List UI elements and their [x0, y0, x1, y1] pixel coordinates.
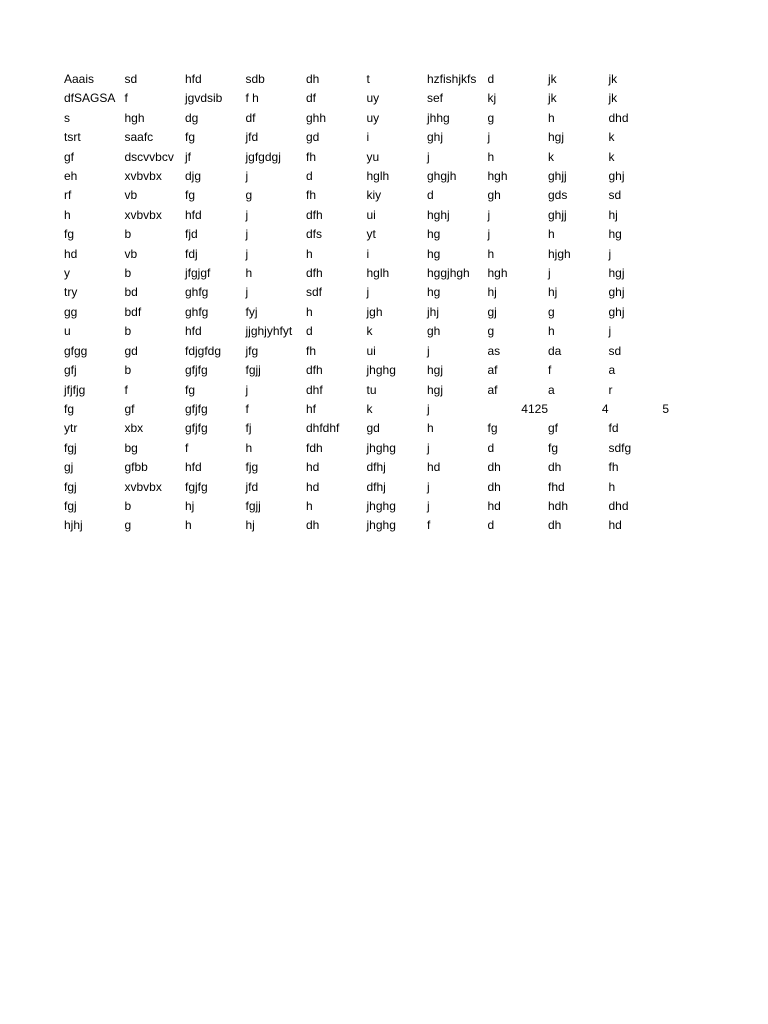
table-cell: b: [124, 363, 132, 378]
table-cell: ghh: [306, 110, 327, 125]
table-cell: eh: [64, 169, 78, 184]
table-cell: try: [64, 285, 78, 300]
table-cell: fgj: [64, 498, 77, 513]
table-row: [64, 245, 669, 264]
table-cell: h: [487, 149, 495, 164]
table-cell: gfj: [64, 363, 77, 378]
table-cell: sd: [608, 343, 622, 358]
table-cell: j: [427, 343, 430, 358]
table-cell: gfgg: [64, 343, 88, 358]
table-cell: h: [306, 304, 313, 319]
table-cell: gh: [487, 188, 501, 203]
table-cell: s: [64, 110, 70, 125]
table-cell: a: [608, 363, 616, 378]
table-cell: dhd: [608, 498, 629, 513]
table-cell: dh: [306, 518, 320, 533]
table-cell: f: [548, 363, 552, 378]
table-cell: hjhj: [64, 518, 83, 533]
table-cell: af: [487, 382, 498, 397]
table-cell: r: [608, 382, 613, 397]
table-cell: hg: [427, 285, 441, 300]
table-cell: ghfg: [185, 285, 209, 300]
table-cell: hjgh: [548, 246, 571, 261]
table-row: [64, 186, 669, 205]
table-cell: jhj: [427, 304, 440, 319]
table-row: [64, 264, 669, 283]
table-cell: fj: [245, 421, 252, 436]
table-cell: sd: [608, 188, 622, 203]
table-cell: hd: [427, 460, 441, 475]
table-cell: h: [185, 518, 192, 533]
table-cell: fg: [487, 421, 498, 436]
table-cell: t: [366, 72, 370, 86]
table-cell: k: [608, 149, 615, 164]
table-cell: hglh: [366, 266, 390, 281]
table-cell: j: [548, 266, 551, 281]
table-cell: jfd: [245, 130, 259, 145]
table-cell: Aaais: [64, 72, 95, 86]
table-cell: xvbvbx: [124, 479, 162, 494]
table-cell: hg: [427, 246, 441, 261]
table-cell: j: [245, 227, 249, 242]
table-cell: b: [124, 498, 132, 513]
table-cell: fg: [185, 188, 196, 203]
table-cell: gh: [427, 324, 441, 339]
table-cell: sef: [427, 91, 444, 106]
table-cell: hghj: [427, 207, 450, 222]
table-cell: fg: [185, 130, 196, 145]
table-cell: xbx: [124, 421, 144, 436]
table-row: [64, 322, 669, 341]
table-cell: dhf: [306, 382, 323, 397]
table-cell: jhghg: [366, 440, 396, 455]
table-cell: jhhg: [427, 110, 450, 125]
table-cell: fjd: [185, 227, 198, 242]
table-cell: h: [245, 266, 253, 281]
table-cell: g: [487, 110, 495, 125]
table-cell: j: [608, 246, 612, 261]
table-cell: jf: [185, 149, 191, 164]
table-cell: j: [487, 207, 491, 222]
table-cell: bdf: [124, 304, 142, 319]
table-cell: da: [548, 343, 562, 358]
table-row: [64, 167, 669, 186]
table-cell: dfSAGSA: [64, 91, 116, 106]
table-cell: as: [487, 343, 501, 358]
table-cell: df: [306, 91, 317, 106]
table-cell: h: [245, 440, 253, 455]
table-cell: j: [427, 479, 430, 494]
table-cell: u: [64, 324, 71, 339]
table-cell: gd: [124, 343, 138, 358]
table-cell: fg: [185, 382, 196, 397]
table-cell: dfhj: [366, 479, 386, 494]
table-cell: j: [608, 324, 612, 339]
table-cell: hgj: [548, 130, 565, 145]
table-cell: f: [427, 518, 431, 533]
table-cell: hzfishjkfs: [427, 72, 477, 86]
table-cell: ghj: [608, 285, 625, 300]
table-row: [64, 497, 669, 516]
table-cell: dhfdhf: [306, 421, 340, 436]
table-row: [64, 70, 669, 89]
table-row: [64, 458, 669, 477]
table-cell: jhghg: [366, 518, 396, 533]
table-cell: jjghjyhfyt: [245, 324, 293, 339]
table-cell: jk: [608, 91, 618, 106]
table-cell: hf: [306, 401, 317, 416]
table-cell: fgj: [64, 479, 77, 494]
table-cell: tu: [366, 382, 377, 397]
table-cell: hdh: [548, 498, 569, 513]
table-cell: af: [487, 363, 498, 378]
table-row: [64, 342, 669, 361]
table-cell: g: [487, 324, 495, 339]
table-cell: h: [64, 207, 71, 222]
table-cell: fh: [306, 149, 317, 164]
table-cell: hj: [487, 285, 497, 300]
table-cell: xvbvbx: [124, 169, 162, 184]
table-cell: hd: [306, 460, 320, 475]
grid-body: [64, 70, 669, 536]
table-cell: hd: [487, 498, 501, 513]
table-row: [64, 381, 669, 400]
table-cell: dhd: [608, 110, 629, 125]
table-cell: ghj: [608, 169, 625, 184]
table-cell: a: [548, 382, 555, 397]
table-cell: 5: [662, 401, 669, 416]
table-cell: uy: [366, 91, 380, 106]
table-cell: ui: [366, 207, 376, 222]
table-cell: i: [366, 246, 370, 261]
table-cell: g: [124, 518, 132, 533]
table-cell: fjg: [245, 460, 259, 475]
table-cell: ghjj: [548, 207, 567, 222]
table-cell: fh: [306, 343, 317, 358]
table-cell: fd: [608, 421, 619, 436]
table-row: [64, 89, 669, 108]
table-cell: fgj: [64, 440, 77, 455]
table-cell: j: [245, 207, 249, 222]
table-cell: fg: [548, 440, 559, 455]
table-cell: vb: [124, 246, 138, 261]
table-cell: ghj: [608, 304, 625, 319]
table-cell: hj: [245, 518, 255, 533]
table-cell: yt: [366, 227, 376, 242]
table-cell: gf: [64, 149, 75, 164]
table-cell: j: [245, 382, 249, 397]
table-cell: dh: [548, 460, 562, 475]
table-cell: kiy: [366, 188, 382, 203]
table-cell: k: [548, 149, 554, 164]
table-cell: fdj: [185, 246, 198, 261]
table-cell: ghfg: [185, 304, 209, 319]
table-cell: 4125: [521, 401, 548, 416]
table-cell: dh: [487, 479, 501, 494]
table-cell: h: [427, 421, 434, 436]
table-cell: k: [366, 401, 373, 416]
table-cell: dh: [487, 460, 501, 475]
table-cell: k: [366, 324, 373, 339]
table-cell: f: [185, 440, 189, 455]
table-cell: hg: [608, 227, 622, 242]
table-cell: j: [427, 498, 430, 513]
table-row: [64, 109, 669, 128]
table-cell: sdb: [245, 72, 265, 86]
spreadsheet: [64, 70, 669, 536]
table-cell: fg: [64, 401, 75, 416]
table-cell: sdfg: [608, 440, 632, 455]
table-cell: dh: [548, 518, 562, 533]
table-cell: gfbb: [124, 460, 148, 475]
data-grid: [64, 70, 669, 536]
table-cell: fgjj: [245, 363, 261, 378]
table-cell: gfjfg: [185, 363, 208, 378]
table-cell: saafc: [124, 130, 154, 145]
table-cell: d: [306, 169, 313, 184]
table-cell: dfh: [306, 363, 323, 378]
table-cell: j: [245, 246, 249, 261]
table-cell: h: [548, 227, 555, 242]
table-cell: j: [427, 401, 430, 416]
table-cell: jfd: [245, 479, 259, 494]
table-row: [64, 148, 669, 167]
table-cell: j: [245, 169, 249, 184]
table-cell: 4: [601, 401, 609, 416]
table-row: [64, 516, 669, 535]
table-cell: ghgjh: [427, 169, 457, 184]
table-cell: f: [124, 382, 128, 397]
table-cell: gj: [64, 460, 74, 475]
table-cell: sd: [124, 72, 138, 86]
table-cell: gd: [306, 130, 320, 145]
table-cell: gj: [487, 304, 497, 319]
table-cell: hj: [185, 498, 195, 513]
table-row: [64, 478, 669, 497]
table-cell: hfd: [185, 72, 202, 86]
table-cell: f h: [245, 91, 259, 106]
table-cell: jk: [548, 91, 557, 106]
table-cell: g: [548, 304, 555, 319]
table-cell: gfjfg: [185, 401, 208, 416]
table-cell: jgvdsib: [185, 91, 223, 106]
table-cell: fgjj: [245, 498, 261, 513]
table-cell: f: [124, 91, 128, 106]
table-cell: hgj: [427, 363, 444, 378]
table-cell: k: [608, 130, 615, 145]
table-cell: gds: [548, 188, 568, 203]
table-row: [64, 283, 669, 302]
table-cell: gg: [64, 304, 78, 319]
table-row: [64, 419, 669, 438]
table-cell: dg: [185, 110, 199, 125]
table-cell: fh: [306, 188, 317, 203]
table-cell: hfd: [185, 324, 202, 339]
table-cell: b: [124, 324, 132, 339]
table-cell: fh: [608, 460, 619, 475]
table-cell: fdjgfdg: [185, 343, 222, 358]
table-cell: gfjfg: [185, 421, 208, 436]
table-cell: hd: [306, 479, 320, 494]
table-cell: d: [487, 518, 495, 533]
table-row: [64, 439, 669, 458]
table-cell: fgjfg: [185, 479, 208, 494]
table-cell: d: [487, 72, 495, 86]
table-cell: hgh: [487, 169, 508, 184]
table-cell: dh: [306, 72, 320, 86]
table-cell: bg: [124, 440, 138, 455]
table-cell: h: [548, 110, 555, 125]
table-cell: j: [245, 285, 249, 300]
table-cell: d: [487, 440, 495, 455]
table-cell: f: [245, 401, 249, 416]
table-cell: fyj: [245, 304, 258, 319]
table-cell: jfgjgf: [185, 266, 211, 281]
table-cell: gf: [124, 401, 135, 416]
table-cell: h: [306, 246, 313, 261]
table-cell: rf: [64, 188, 72, 203]
table-cell: ghj: [427, 130, 444, 145]
table-cell: d: [427, 188, 434, 203]
table-cell: jgh: [366, 304, 383, 319]
table-cell: i: [366, 130, 370, 145]
table-cell: b: [124, 227, 132, 242]
table-cell: hgh: [124, 110, 145, 125]
table-cell: hgj: [608, 266, 625, 281]
table-cell: b: [124, 266, 132, 281]
table-cell: vb: [124, 188, 138, 203]
table-cell: hj: [608, 207, 618, 222]
table-cell: fg: [64, 227, 75, 242]
table-cell: jfg: [245, 343, 259, 358]
table-cell: kj: [487, 91, 497, 106]
table-cell: hg: [427, 227, 441, 242]
table-cell: dfh: [306, 207, 323, 222]
table-cell: jgfgdgj: [245, 149, 281, 164]
table-cell: h: [306, 498, 313, 513]
table-cell: uy: [366, 110, 380, 125]
table-cell: y: [64, 266, 70, 281]
table-cell: tsrt: [64, 130, 81, 145]
table-cell: yu: [366, 149, 380, 164]
table-cell: ui: [366, 343, 376, 358]
table-cell: j: [427, 440, 430, 455]
table-cell: ghjj: [548, 169, 567, 184]
table-cell: jhghg: [366, 363, 396, 378]
table-cell: hgj: [427, 382, 444, 397]
table-cell: j: [487, 130, 491, 145]
table-cell: hd: [608, 518, 622, 533]
table-cell: hfd: [185, 207, 202, 222]
table-cell: h: [487, 246, 495, 261]
table-cell: j: [487, 227, 491, 242]
table-cell: fdh: [306, 440, 323, 455]
table-cell: ytr: [64, 421, 78, 436]
table-cell: hj: [548, 285, 558, 300]
table-cell: hfd: [185, 460, 202, 475]
table-cell: jk: [608, 72, 618, 86]
table-cell: fhd: [548, 479, 565, 494]
table-cell: hd: [64, 246, 78, 261]
table-row: [64, 225, 669, 244]
table-cell: jk: [548, 72, 557, 86]
table-cell: hglh: [366, 169, 390, 184]
table-row: [64, 206, 669, 225]
table-cell: sdf: [306, 285, 323, 300]
table-cell: djg: [185, 169, 202, 184]
table-cell: dscvvbcv: [124, 149, 174, 164]
table-cell: gd: [366, 421, 380, 436]
table-cell: hgh: [487, 266, 508, 281]
table-cell: df: [245, 110, 256, 125]
table-cell: jfjfjg: [64, 382, 86, 397]
table-cell: gf: [548, 421, 559, 436]
table-row: [64, 303, 669, 322]
table-row: [64, 400, 669, 419]
table-cell: d: [306, 324, 313, 339]
table-cell: xvbvbx: [124, 207, 162, 222]
table-cell: hggjhgh: [427, 266, 470, 281]
table-cell: dfh: [306, 266, 323, 281]
table-cell: j: [427, 149, 430, 164]
table-cell: j: [366, 285, 370, 300]
table-cell: dfhj: [366, 460, 386, 475]
table-cell: h: [548, 324, 555, 339]
table-cell: dfs: [306, 227, 323, 242]
table-cell: bd: [124, 285, 138, 300]
table-row: [64, 361, 669, 380]
table-row: [64, 128, 669, 147]
table-cell: h: [608, 479, 616, 494]
table-cell: g: [245, 188, 253, 203]
table-cell: jhghg: [366, 498, 396, 513]
